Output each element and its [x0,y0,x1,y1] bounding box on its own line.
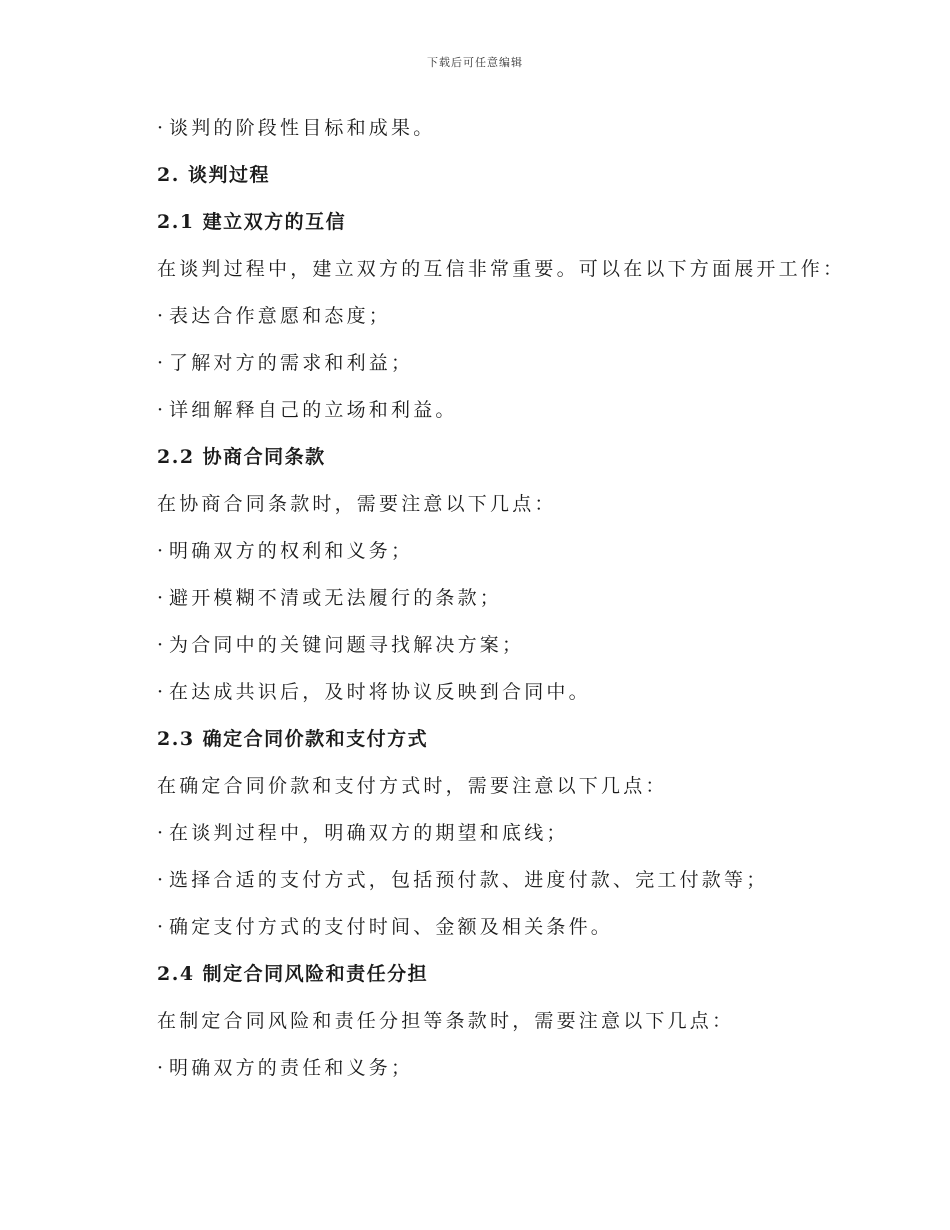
bullet-dot-icon: · [157,399,164,421]
bullet-text: 明确双方的责任和义务； [169,1057,414,1079]
bullet-item [157,625,837,672]
bullet-dot-icon: · [157,916,164,938]
bullet-dot-icon: · [157,1057,164,1079]
bullet-text: 为合同中的关键问题寻找解决方案； [169,634,525,656]
document-body [157,108,846,1095]
bullet-dot-icon: · [157,117,164,139]
bullet-item [157,296,837,343]
subsection-heading: 2.2 协商合同条款 [157,446,326,468]
bullet-text: 确定支付方式的支付时间、金额及相关条件。 [169,916,614,938]
bullet-text: 避开模糊不清或无法履行的条款； [169,587,503,609]
bullet-item [157,672,837,719]
bullet-text: 了解对方的需求和利益； [169,352,414,374]
subsection-heading: 2.4 制定合同风险和责任分担 [157,963,429,985]
bullet-item [157,907,837,954]
paragraph: 在谈判过程中，建立双方的互信非常重要。可以在以下方面展开工作： [157,258,846,280]
bullet-item [157,813,837,860]
bullet-text: 选择合适的支付方式，包括预付款、进度付款、完工付款等； [169,869,769,891]
bullet-text: 明确双方的权利和义务； [169,540,414,562]
bullet-item [157,1048,837,1095]
page-header: 下载后可任意编辑 [427,56,523,69]
bullet-item [157,578,837,625]
paragraph: 在确定合同价款和支付方式时，需要注意以下几点： [157,775,668,797]
subsection-heading: 2.1 建立双方的互信 [157,211,347,233]
bullet-text: 表达合作意愿和态度； [169,305,392,327]
bullet-dot-icon: · [157,305,164,327]
bullet-dot-icon: · [157,822,164,844]
bullet-dot-icon: · [157,352,164,374]
bullet-item [157,860,837,907]
bullet-dot-icon: · [157,540,164,562]
bullet-item [157,108,837,155]
bullet-dot-icon: · [157,587,164,609]
bullet-text: 详细解释自己的立场和利益。 [169,399,458,421]
bullet-dot-icon: · [157,869,164,891]
bullet-item [157,390,837,437]
bullet-item [157,531,837,578]
bullet-text: 在谈判过程中，明确双方的期望和底线； [169,822,569,844]
paragraph: 在制定合同风险和责任分担等条款时，需要注意以下几点： [157,1010,735,1032]
bullet-dot-icon: · [157,634,164,656]
bullet-item [157,343,837,390]
bullet-text: 谈判的阶段性目标和成果。 [169,117,436,139]
bullet-dot-icon: · [157,681,164,703]
section-heading: 2. 谈判过程 [157,164,270,186]
bullet-text: 在达成共识后，及时将协议反映到合同中。 [169,681,591,703]
subsection-heading: 2.3 确定合同价款和支付方式 [157,728,429,750]
paragraph: 在协商合同条款时，需要注意以下几点： [157,493,557,515]
